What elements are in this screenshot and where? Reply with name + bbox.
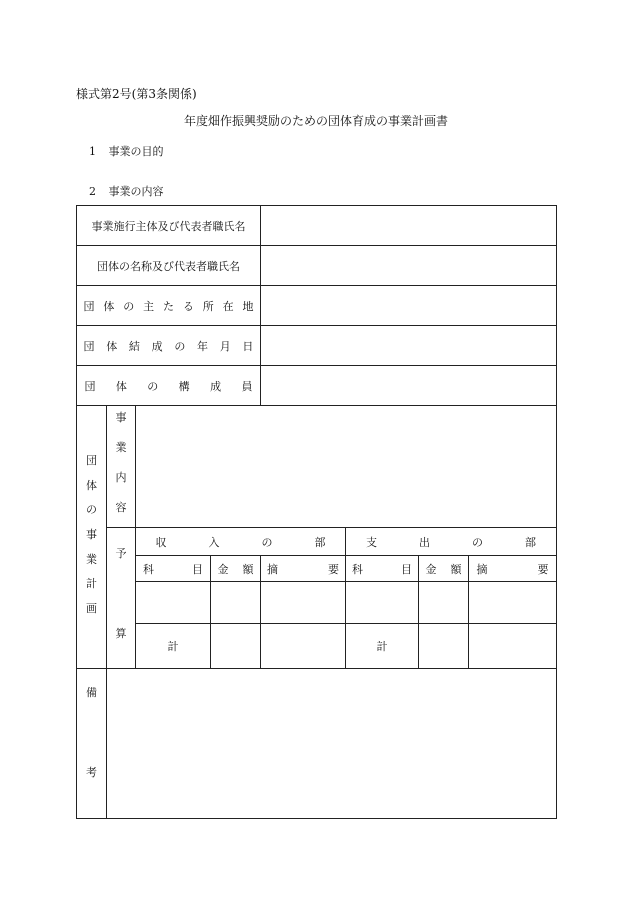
document-title: 年度畑作振興奨励のための団体育成の事業計画書 [184, 114, 449, 128]
expense-total-label: 計 [376, 640, 388, 653]
section-1-number: 1 [89, 145, 96, 158]
income-header: 収 入 の 部 [155, 535, 326, 549]
income-total-label: 計 [167, 640, 179, 653]
income-amount-header: 金 額 [217, 562, 254, 576]
expense-amount-header: 金 額 [425, 562, 462, 576]
remarks-label: 備 考 [86, 686, 97, 779]
row-implementer-label: 事業施行主体及び代表者職氏名 [91, 219, 246, 233]
expense-note-header: 摘 要 [476, 562, 549, 576]
form-number: 様式第2号(第3条関係) [76, 87, 197, 101]
row-location-label: 団 体 の 主 た る 所 在 地 [83, 299, 254, 313]
income-item-header: 科 目 [143, 562, 203, 576]
expense-item-header: 科 目 [352, 562, 412, 576]
content-label: 事 業 内 容 [115, 411, 127, 514]
income-note-header: 摘 要 [267, 562, 339, 576]
section-2-number: 2 [89, 185, 96, 198]
section-2-heading [89, 183, 164, 199]
section-1-heading [89, 143, 164, 159]
expense-header: 支 出 の 部 [366, 535, 536, 549]
section-2-label: 事業の内容 [108, 185, 164, 198]
row-formation-date-label: 団 体 結 成 の 年 月 日 [83, 339, 254, 353]
section-1-label: 事業の目的 [108, 145, 164, 158]
plan-label: 団 体 の 事 業 計 画 [86, 454, 97, 615]
row-members-label: 団 体 の 構 成 員 [84, 379, 253, 393]
row-organization-label: 団体の名称及び代表者職氏名 [97, 259, 240, 273]
budget-label: 予 算 [115, 547, 127, 640]
